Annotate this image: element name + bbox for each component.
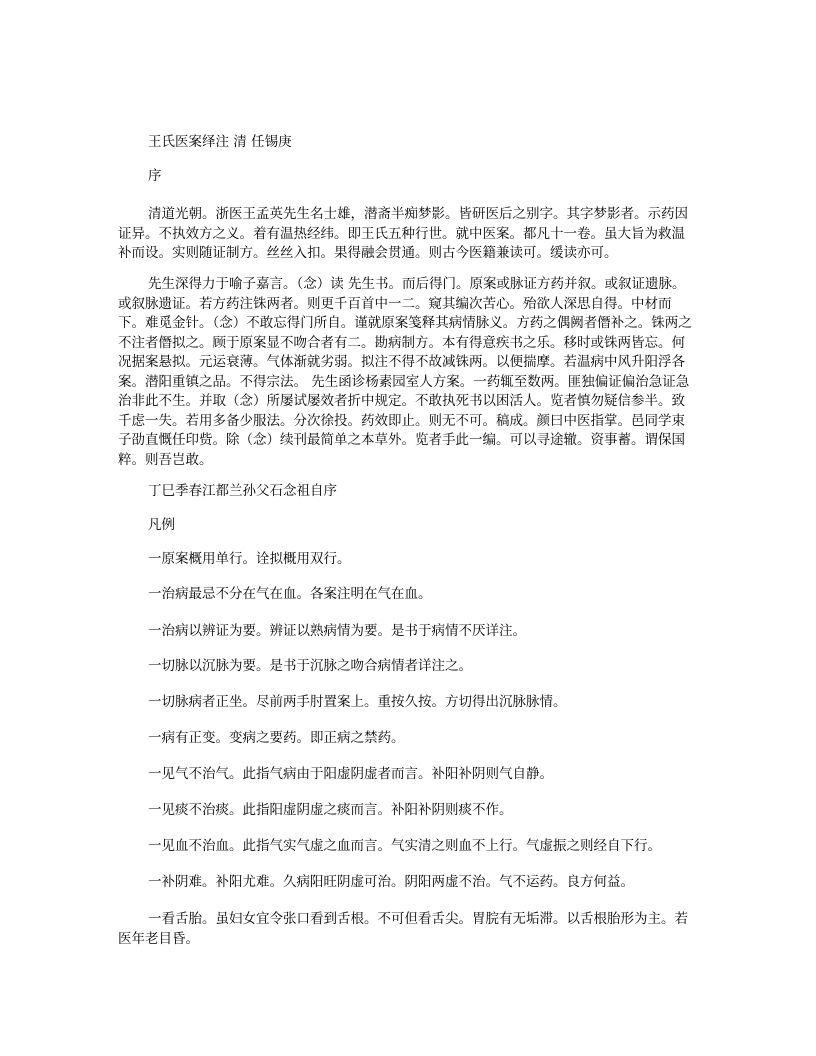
preface-paragraph-1: 清道光朝。浙医王孟英先生名士雄，潜斋半痴梦影。皆研医后之别字。其字梦影者。示药因证异。不执效方之义。着有温热经纬。即王氏五种行世。就中医案。都凡十一卷。虽大旨为救温补而设。实则随证制方。丝丝入扣。果得融会贯通。则古今医籍兼读可。缓读亦可。 — [118, 206, 688, 261]
rule-item: 一补阴难。补阳尤难。久病阳旺阴虚可治。阴阳两虚不治。气不运药。良方何益。 — [148, 874, 634, 890]
rule-item: 一切脉病者正坐。尽前两手肘置案上。重按久按。方切得出沉脉脉情。 — [148, 694, 567, 710]
rule-item: 一切脉以沉脉为要。是书于沉脉之吻合病情者详注之。 — [148, 658, 472, 674]
rule-item: 一见血不治血。此指气实气虚之血而言。气实清之则血不上行。气虚振之则经自下行。 — [148, 838, 661, 854]
preface-heading: 序 — [148, 168, 162, 184]
rule-item: 一病有正变。变病之要药。即正病之禁药。 — [148, 730, 405, 746]
rule-item: 一见气不治气。此指气病由于阳虚阴虚者而言。补阳补阴则气自静。 — [148, 766, 553, 782]
rule-item: 一原案概用单行。诠拟概用双行。 — [148, 551, 351, 567]
rule-item: 一见痰不治痰。此指阳虚阴虚之痰而言。补阳补阴则痰不作。 — [148, 802, 513, 818]
preface-paragraph-2: 先生深得力于喻子嘉言。（念）读 先生书。而后得门。原案或脉证方药并叙。或叙证遗脉。或叙脉遗证。若方药注铢两者。则更千百首中一二。窥其编次苦心。殆欲人深思自得。中材而下。难觅金针。（念）不敢忘得门所自。谨就原案笺释其病情脉义。方药之偶阙者僭补之。铢两之不注者僭拟之。顾于原案显不吻合者有二。勘病制方。本有得意疾书之乐。移时或铢两皆忘。何况据案悬拟。元运衰薄。气体渐就劣弱。拟注不得不故减铢两。以便揣摩。若温病中风升阳浮各案。潜阳重镇之品。不得宗法。 先生函诊杨素园室人方案。一药辄至数两。匪独偏证偏治急证急治非此不生。并取（念）所屡试屡效者折中规定。不敢执死书以困活人。览者慎勿疑信参半。致千虑一失。若用多备少服法。分次徐投。药效即止。则无不可。稿成。颜曰中医指掌。邑同学束子劭直慨任印赀。除（念）续刊最简单之本草外。览者手此一编。可以寻途辙。资事蓄。谓保国粹。则吾岂敢。 — [118, 276, 692, 468]
rule-item: 一治病最忌不分在气在血。各案注明在气在血。 — [148, 586, 432, 602]
fanli-heading: 凡例 — [148, 517, 175, 533]
preface-signature: 丁巳季春江都兰孙父石念祖自序 — [148, 483, 337, 499]
rule-item: 一看舌胎。虽妇女宜令张口看到舌根。不可但看舌尖。胃脘有无垢滞。以舌根胎形为主。若医年老目昏。 — [118, 911, 688, 947]
document-title-line: 王氏医案绎注 清 任锡庚 — [148, 134, 292, 150]
rule-item: 一治病以辨证为要。辨证以熟病情为要。是书于病情不厌详注。 — [148, 623, 526, 639]
